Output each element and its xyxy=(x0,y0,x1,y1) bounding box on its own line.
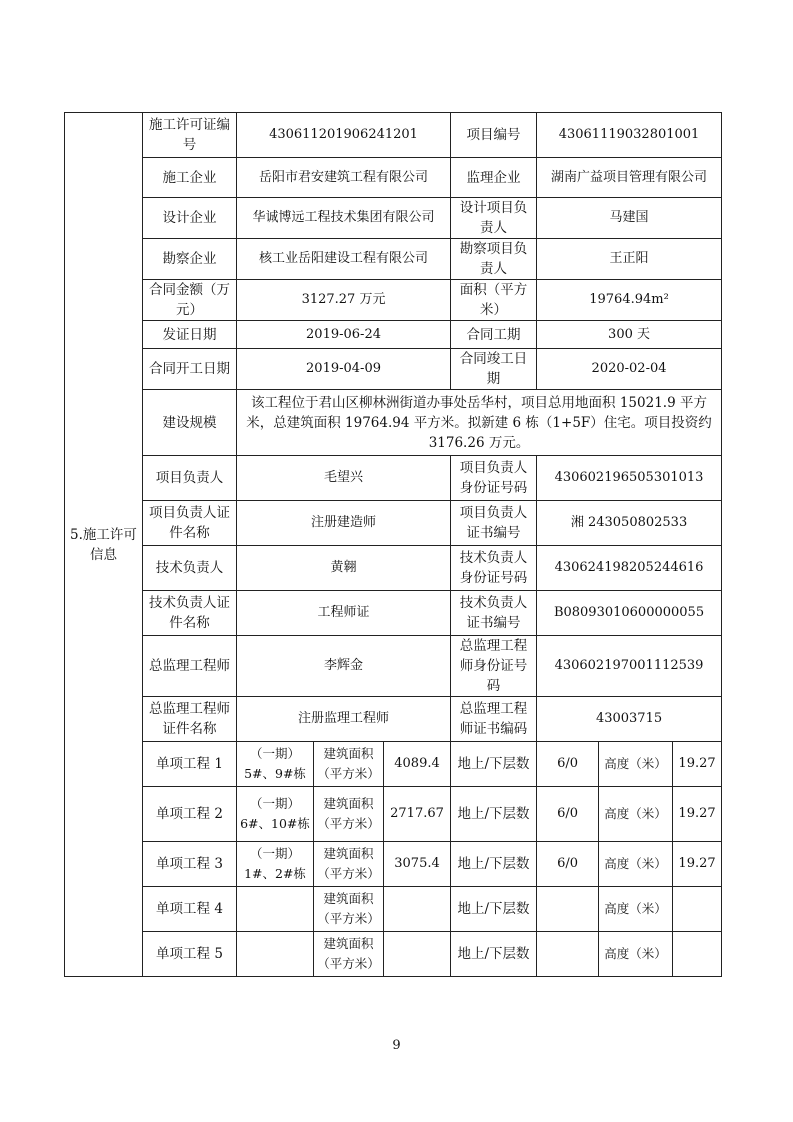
person-value: B08093010600000055 xyxy=(537,591,722,636)
subproject-name: 单项工程 2 xyxy=(143,787,237,842)
subproject-buildings: （一期）6#、10#栋 xyxy=(237,787,314,842)
area-label: 建筑面积（平方米） xyxy=(314,787,384,842)
subproject-buildings xyxy=(237,887,314,932)
person-label: 技术负责人证件名称 xyxy=(143,591,237,636)
scale-label: 建设规模 xyxy=(143,390,237,456)
subproject-height: 19.27 xyxy=(673,842,722,887)
subproject-name: 单项工程 5 xyxy=(143,932,237,977)
field-value: 2019-06-24 xyxy=(237,321,451,349)
person-label: 技术负责人证书编号 xyxy=(451,591,537,636)
height-label: 高度（米） xyxy=(599,787,673,842)
field-value: 19764.94m² xyxy=(537,280,722,321)
field-label: 勘察企业 xyxy=(143,239,237,280)
field-value: 2019-04-09 xyxy=(237,349,451,390)
subproject-name: 单项工程 4 xyxy=(143,887,237,932)
area-label: 建筑面积（平方米） xyxy=(314,842,384,887)
subproject-buildings: （一期）5#、9#栋 xyxy=(237,742,314,787)
person-value: 43003715 xyxy=(537,697,722,742)
subproject-name: 单项工程 1 xyxy=(143,742,237,787)
section-label: 5.施工许可信息 xyxy=(65,113,143,977)
person-label: 技术负责人 xyxy=(143,546,237,591)
person-value: 注册监理工程师 xyxy=(237,697,451,742)
subproject-area: 2717.67 xyxy=(384,787,451,842)
field-label: 监理企业 xyxy=(451,158,537,198)
subproject-name: 单项工程 3 xyxy=(143,842,237,887)
field-label: 合同金额（万元） xyxy=(143,280,237,321)
field-value: 430611201906241201 xyxy=(237,113,451,158)
field-label: 勘察项目负责人 xyxy=(451,239,537,280)
subproject-area xyxy=(384,887,451,932)
person-label: 项目负责人 xyxy=(143,456,237,501)
field-value: 2020-02-04 xyxy=(537,349,722,390)
field-label: 设计项目负责人 xyxy=(451,198,537,239)
field-label: 合同竣工日期 xyxy=(451,349,537,390)
height-label: 高度（米） xyxy=(599,842,673,887)
person-label: 总监理工程师证书编码 xyxy=(451,697,537,742)
height-label: 高度（米） xyxy=(599,742,673,787)
floors-label: 地上/下层数 xyxy=(451,887,537,932)
subproject-floors: 6/0 xyxy=(537,787,599,842)
subproject-buildings xyxy=(237,932,314,977)
field-value: 华诚博远工程技术集团有限公司 xyxy=(237,198,451,239)
person-label: 项目负责人证书编号 xyxy=(451,501,537,546)
subproject-buildings: （一期）1#、2#栋 xyxy=(237,842,314,887)
floors-label: 地上/下层数 xyxy=(451,787,537,842)
field-value: 王正阳 xyxy=(537,239,722,280)
field-label: 施工企业 xyxy=(143,158,237,198)
person-label: 总监理工程师 xyxy=(143,636,237,697)
field-value: 43061119032801001 xyxy=(537,113,722,158)
scale-description: 该工程位于君山区柳林洲街道办事处岳华村，项目总用地面积 15021.9 平方米，总建筑面积 19764.94 平方米。拟新建 6 栋（1+5F）住宅。项目投资约 3176.26 万元。 xyxy=(237,390,722,456)
floors-label: 地上/下层数 xyxy=(451,842,537,887)
field-label: 设计企业 xyxy=(143,198,237,239)
person-label: 技术负责人身份证号码 xyxy=(451,546,537,591)
subproject-height: 19.27 xyxy=(673,787,722,842)
floors-label: 地上/下层数 xyxy=(451,932,537,977)
subproject-area: 4089.4 xyxy=(384,742,451,787)
field-value: 湖南广益项目管理有限公司 xyxy=(537,158,722,198)
person-value: 湘 243050802533 xyxy=(537,501,722,546)
person-label: 项目负责人身份证号码 xyxy=(451,456,537,501)
field-value: 岳阳市君安建筑工程有限公司 xyxy=(237,158,451,198)
construction-permit-table xyxy=(64,112,722,977)
field-value: 核工业岳阳建设工程有限公司 xyxy=(237,239,451,280)
person-label: 项目负责人证件名称 xyxy=(143,501,237,546)
field-value: 马建国 xyxy=(537,198,722,239)
person-value: 黄翱 xyxy=(237,546,451,591)
subproject-floors: 6/0 xyxy=(537,742,599,787)
person-value: 430602196505301013 xyxy=(537,456,722,501)
area-label: 建筑面积（平方米） xyxy=(314,932,384,977)
person-value: 430602197001112539 xyxy=(537,636,722,697)
field-label: 合同工期 xyxy=(451,321,537,349)
person-value: 毛望兴 xyxy=(237,456,451,501)
person-value: 注册建造师 xyxy=(237,501,451,546)
field-value: 3127.27 万元 xyxy=(237,280,451,321)
field-label: 项目编号 xyxy=(451,113,537,158)
field-label: 面积（平方米） xyxy=(451,280,537,321)
subproject-height xyxy=(673,932,722,977)
person-value: 李辉金 xyxy=(237,636,451,697)
height-label: 高度（米） xyxy=(599,932,673,977)
field-value: 300 天 xyxy=(537,321,722,349)
height-label: 高度（米） xyxy=(599,887,673,932)
field-label: 发证日期 xyxy=(143,321,237,349)
subproject-area xyxy=(384,932,451,977)
page-number: 9 xyxy=(392,1038,401,1053)
subproject-floors xyxy=(537,887,599,932)
field-label: 合同开工日期 xyxy=(143,349,237,390)
person-value: 430624198205244616 xyxy=(537,546,722,591)
subproject-height xyxy=(673,887,722,932)
subproject-area: 3075.4 xyxy=(384,842,451,887)
area-label: 建筑面积（平方米） xyxy=(314,887,384,932)
area-label: 建筑面积（平方米） xyxy=(314,742,384,787)
person-label: 总监理工程师证件名称 xyxy=(143,697,237,742)
subproject-floors xyxy=(537,932,599,977)
subproject-floors: 6/0 xyxy=(537,842,599,887)
subproject-height: 19.27 xyxy=(673,742,722,787)
field-label: 施工许可证编号 xyxy=(143,113,237,158)
person-value: 工程师证 xyxy=(237,591,451,636)
person-label: 总监理工程师身份证号码 xyxy=(451,636,537,697)
floors-label: 地上/下层数 xyxy=(451,742,537,787)
